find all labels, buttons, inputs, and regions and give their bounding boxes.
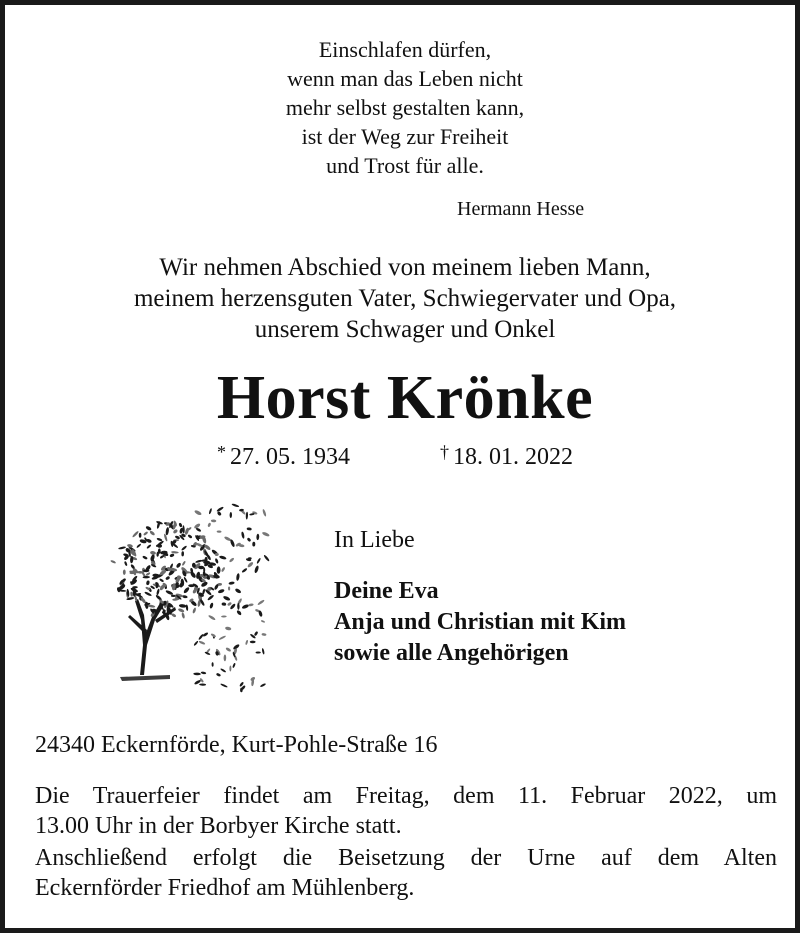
leaf-mark	[139, 533, 142, 538]
leaf-mark	[221, 567, 226, 573]
leaf-mark	[248, 603, 254, 606]
leaf-mark	[181, 551, 184, 556]
ceremony-info	[35, 781, 777, 841]
leaf-mark	[169, 553, 174, 558]
leaf-mark	[198, 566, 204, 570]
leaf-mark	[234, 588, 241, 594]
leaf-mark	[209, 602, 214, 609]
deceased-name: Horst Krönke	[216, 364, 594, 432]
ceremony-line: Die Trauerfeier findet am Freitag, dem 11. Februar 2022, um	[35, 783, 777, 809]
leaf-mark	[110, 560, 116, 564]
cross-icon: †	[440, 442, 449, 462]
leaf-mark	[261, 620, 266, 623]
leaf-mark	[127, 544, 133, 549]
leaf-mark	[144, 591, 152, 597]
birth-date	[217, 442, 350, 471]
leaf-mark	[178, 522, 182, 527]
leaf-mark	[232, 663, 236, 669]
leaf-mark	[156, 589, 160, 596]
leaf-mark	[175, 562, 181, 568]
leaf-mark	[217, 511, 222, 516]
leaf-mark	[193, 672, 201, 675]
leaf-mark	[145, 525, 152, 531]
leaf-mark	[118, 546, 126, 550]
star-icon: *	[217, 442, 226, 462]
leaf-mark	[146, 544, 152, 549]
leaf-mark	[181, 612, 185, 619]
leaf-mark	[241, 531, 245, 539]
poem-line: wenn man das Leben nicht	[287, 66, 523, 91]
leaf-mark	[225, 626, 232, 631]
leaf-mark	[130, 592, 133, 597]
leaf-mark	[241, 568, 247, 574]
leaf-mark	[211, 519, 217, 522]
poem	[5, 35, 800, 180]
farewell-text	[5, 252, 800, 345]
leaf-mark	[220, 683, 228, 688]
leaf-mark	[212, 662, 214, 666]
leaf-mark	[132, 530, 139, 537]
leaf-mark	[178, 608, 185, 613]
leaf-mark	[256, 534, 259, 541]
leaf-mark	[262, 509, 267, 517]
leaf-mark	[230, 512, 233, 518]
leaf-mark	[231, 503, 239, 508]
windblown-tree-icon	[100, 495, 275, 695]
leaf-mark	[215, 558, 219, 564]
poem-line: Einschlafen dürfen,	[318, 37, 492, 62]
leaf-mark	[263, 554, 270, 562]
poem-line: ist der Weg zur Freiheit	[301, 124, 509, 149]
leaf-mark	[194, 509, 202, 516]
leaf-mark	[228, 581, 234, 585]
leaf-mark	[181, 545, 187, 551]
leaf-mark	[221, 615, 227, 617]
leaf-mark	[236, 610, 242, 616]
leaf-mark	[218, 635, 226, 641]
leaf-mark	[198, 633, 204, 640]
leaf-mark	[256, 651, 261, 653]
leaf-mark	[260, 683, 267, 688]
leaf-mark	[159, 578, 164, 582]
leaf-mark	[227, 602, 232, 607]
leaf-mark	[193, 640, 198, 646]
burial-info	[35, 843, 777, 903]
leaf-mark	[146, 580, 150, 585]
leaf-mark	[124, 561, 128, 566]
leaf-mark	[261, 633, 266, 636]
leaf-mark	[250, 641, 256, 644]
leaf-mark	[208, 508, 212, 515]
leaf-mark	[183, 586, 190, 594]
leaf-mark	[142, 555, 148, 560]
leaf-mark	[182, 561, 186, 566]
leaves	[110, 503, 270, 692]
farewell-line: unserem Schwager und Onkel	[254, 316, 556, 343]
leaf-mark	[236, 573, 240, 581]
leaf-mark	[217, 566, 221, 573]
birth-date-value: 27. 05. 1934	[230, 444, 350, 470]
leaf-mark	[199, 683, 206, 685]
leaf-mark	[143, 531, 148, 536]
leaf-mark	[123, 569, 126, 574]
leaf-mark	[221, 602, 226, 606]
leaf-mark	[225, 647, 231, 653]
leaf-mark	[182, 525, 185, 533]
leaf-mark	[229, 665, 231, 671]
burial-line: Anschließend erfolgt die Beisetzung der Urne auf dem Alten	[35, 845, 777, 871]
leaf-mark	[257, 599, 265, 606]
leaf-mark	[207, 522, 211, 527]
leaf-mark	[150, 551, 156, 556]
signer: sowie alle Angehörigen	[334, 640, 569, 666]
poem-line: und Trost für alle.	[326, 153, 484, 178]
leaf-mark	[208, 614, 216, 620]
leaf-mark	[218, 588, 225, 594]
leaf-mark	[246, 512, 249, 520]
leaf-mark	[224, 654, 227, 661]
leaf-mark	[247, 537, 252, 542]
leaf-mark	[245, 640, 248, 645]
leaf-mark	[229, 557, 235, 563]
address: 24340 Eckernförde, Kurt-Pohle-Straße 16	[35, 732, 438, 758]
leaf-mark	[228, 586, 230, 590]
farewell-line: meinem herzensguten Vater, Schwiegervater und Opa,	[133, 285, 677, 312]
leaf-mark	[216, 506, 224, 512]
signer: Anja und Christian mit Kim	[334, 609, 627, 635]
in-love-label: In Liebe	[334, 527, 415, 553]
leaf-mark	[189, 571, 196, 579]
leaf-mark	[165, 590, 174, 596]
leaf-mark	[247, 527, 252, 530]
leaf-mark	[219, 555, 227, 560]
leaf-mark	[165, 576, 170, 581]
leaf-mark	[241, 604, 249, 610]
signer: Deine Eva	[334, 578, 439, 604]
ceremony-line: 13.00 Uhr in der Borbyer Kirche statt.	[35, 813, 402, 839]
leaf-mark	[187, 534, 192, 539]
leaf-mark	[223, 595, 231, 601]
leaf-mark	[171, 613, 177, 618]
leaf-mark	[156, 537, 162, 541]
poem-author: Hermann Hesse	[457, 198, 585, 220]
poem-line: mehr selbst gestalten kann,	[285, 95, 525, 120]
leaf-mark	[256, 558, 261, 565]
burial-line: Eckernförder Friedhof am Mühlenberg.	[35, 875, 415, 901]
leaf-mark	[165, 527, 169, 536]
leaf-mark	[149, 530, 155, 536]
leaf-mark	[158, 548, 161, 553]
leaf-mark	[201, 671, 207, 674]
death-date	[440, 442, 573, 471]
leaf-mark	[262, 531, 270, 537]
leaf-mark	[171, 551, 179, 554]
farewell-line: Wir nehmen Abschied von meinem lieben Mann,	[159, 254, 651, 281]
leaf-mark	[179, 604, 187, 608]
leaf-mark	[254, 565, 260, 573]
leaf-mark	[145, 572, 150, 576]
leaf-mark	[254, 631, 259, 636]
leaf-mark	[262, 648, 265, 655]
leaf-mark	[216, 673, 221, 677]
death-date-value: 18. 01. 2022	[453, 444, 573, 470]
leaf-mark	[192, 607, 196, 614]
leaf-mark	[252, 542, 255, 547]
leaf-mark	[198, 640, 205, 645]
signers	[334, 576, 626, 669]
leaf-mark	[217, 530, 222, 532]
leaf-mark	[220, 668, 226, 673]
leaf-mark	[207, 594, 215, 601]
leaf-mark	[136, 543, 141, 548]
leaf-mark	[247, 561, 254, 568]
leaf-mark	[171, 595, 176, 597]
